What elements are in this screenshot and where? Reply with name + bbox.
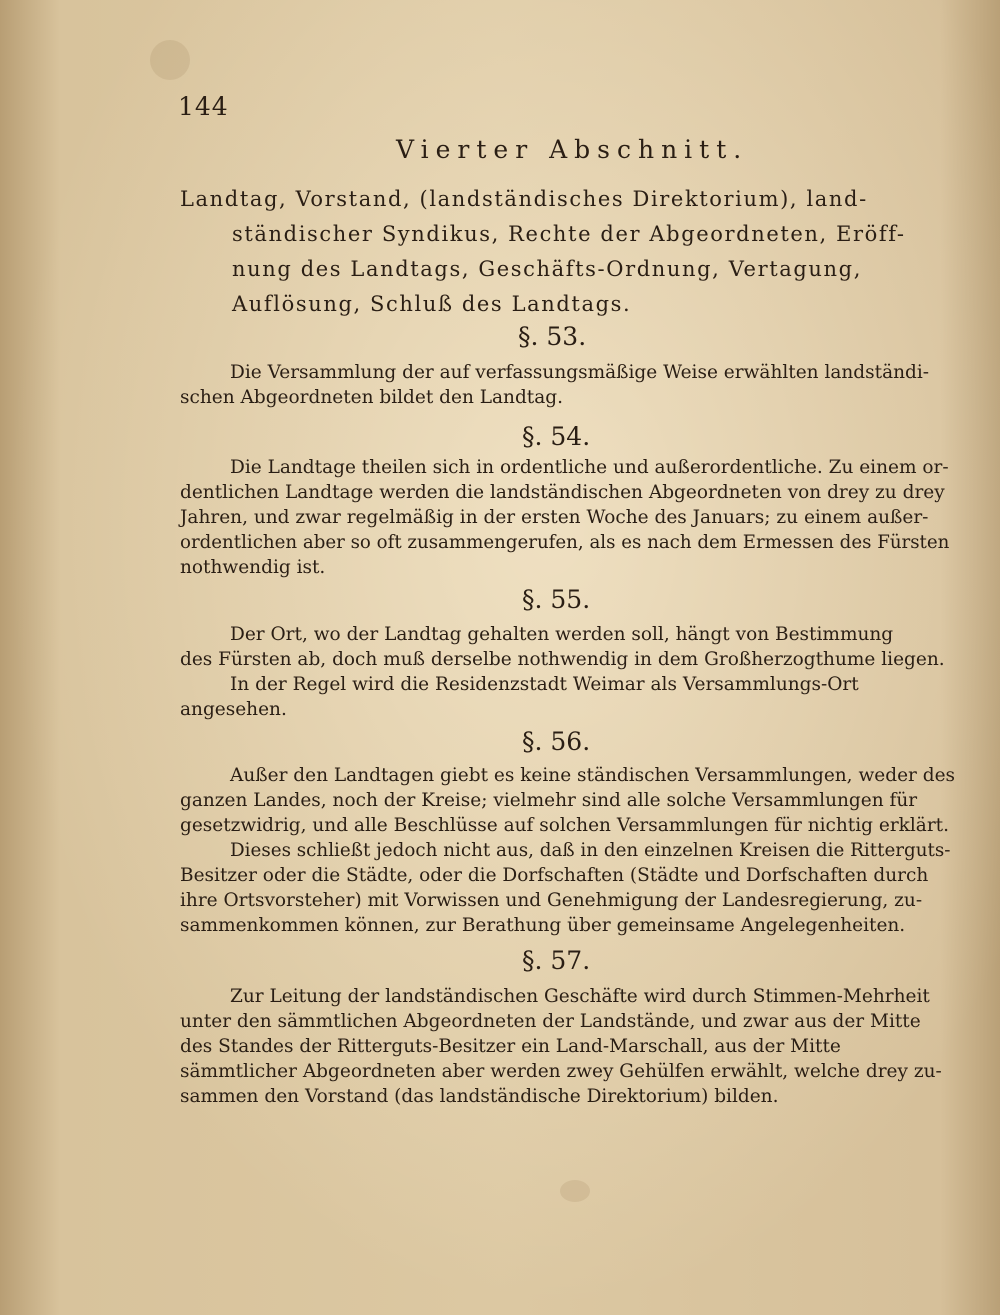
text-line: sammen den Vorstand (das landständische Direktorium) bilden. bbox=[180, 1086, 779, 1107]
paper-stain bbox=[150, 40, 190, 80]
text-line: sammenkommen können, zur Berathung über gemeinsame Angelegenheiten. bbox=[180, 915, 906, 936]
paper-stain bbox=[560, 1180, 590, 1202]
paragraph-heading: §. 56. bbox=[522, 727, 591, 756]
text-line: In der Regel wird die Residenzstadt Weimar als Versammlungs-Ort bbox=[230, 674, 859, 695]
paragraph-text bbox=[180, 360, 958, 410]
summary-line: nung des Landtags, Geschäfts-Ordnung, Vertagung, bbox=[232, 257, 862, 281]
text-line: ordentlichen aber so oft zusammengerufen, als es nach dem Ermessen des Fürsten bbox=[180, 532, 950, 553]
text-line: ganzen Landes, noch der Kreise; vielmehr sind alle solche Versammlungen für bbox=[180, 790, 918, 811]
text-line: Zur Leitung der landständischen Geschäfte wird durch Stimmen-Mehrheit bbox=[230, 986, 930, 1007]
summary-line: Landtag, Vorstand, (landständisches Direktorium), land- bbox=[180, 187, 868, 211]
section-summary bbox=[180, 182, 960, 322]
text-line: dentlichen Landtage werden die landständischen Abgeordneten von drey zu drey bbox=[180, 482, 945, 503]
page-number: 144 bbox=[178, 92, 229, 121]
paragraph-heading: §. 53. bbox=[518, 322, 587, 351]
paragraph-heading: §. 57. bbox=[522, 946, 591, 975]
text-line: sämmtlicher Abgeordneten aber werden zwey Gehülfen erwählt, welche drey zu- bbox=[180, 1061, 942, 1082]
paragraph-text bbox=[180, 622, 958, 722]
paragraph-heading: §. 55. bbox=[522, 585, 591, 614]
paragraph-text bbox=[180, 763, 958, 938]
text-line: ihre Ortsvorsteher) mit Vorwissen und Genehmigung der Landesregierung, zu- bbox=[180, 890, 923, 911]
running-head: Vierter Abschnitt. bbox=[396, 135, 749, 164]
text-line: Dieses schließt jedoch nicht aus, daß in den einzelnen Kreisen die Ritterguts- bbox=[230, 840, 951, 861]
text-line: Außer den Landtagen giebt es keine ständischen Versammlungen, weder des bbox=[230, 765, 956, 786]
text-line: nothwendig ist. bbox=[180, 557, 326, 578]
text-line: unter den sämmtlichen Abgeordneten der Landstände, und zwar aus der Mitte bbox=[180, 1011, 921, 1032]
text-line: des Fürsten ab, doch muß derselbe nothwendig in dem Großherzogthume liegen. bbox=[180, 649, 945, 670]
text-line: Besitzer oder die Städte, oder die Dorfschaften (Städte und Dorfschaften durch bbox=[180, 865, 929, 886]
paragraph-heading: §. 54. bbox=[522, 422, 591, 451]
text-line: Jahren, und zwar regelmäßig in der ersten Woche des Januars; zu einem außer- bbox=[180, 507, 929, 528]
text-line: Die Versammlung der auf verfassungsmäßige Weise erwählten landständi- bbox=[230, 362, 930, 383]
paragraph-text bbox=[180, 455, 958, 580]
summary-line: ständischer Syndikus, Rechte der Abgeordneten, Eröff- bbox=[232, 222, 906, 246]
text-line: angesehen. bbox=[180, 699, 287, 720]
paragraph-text bbox=[180, 984, 958, 1109]
text-line: Die Landtage theilen sich in ordentliche und außerordentliche. Zu einem or- bbox=[230, 457, 949, 478]
text-line: des Standes der Ritterguts-Besitzer ein Land-Marschall, aus der Mitte bbox=[180, 1036, 841, 1057]
text-line: gesetzwidrig, und alle Beschlüsse auf solchen Versammlungen für nichtig erklärt. bbox=[180, 815, 949, 836]
text-line: Der Ort, wo der Landtag gehalten werden soll, hängt von Bestimmung bbox=[230, 624, 894, 645]
summary-line: Auflösung, Schluß des Landtags. bbox=[232, 292, 632, 316]
text-line: schen Abgeordneten bildet den Landtag. bbox=[180, 387, 563, 408]
